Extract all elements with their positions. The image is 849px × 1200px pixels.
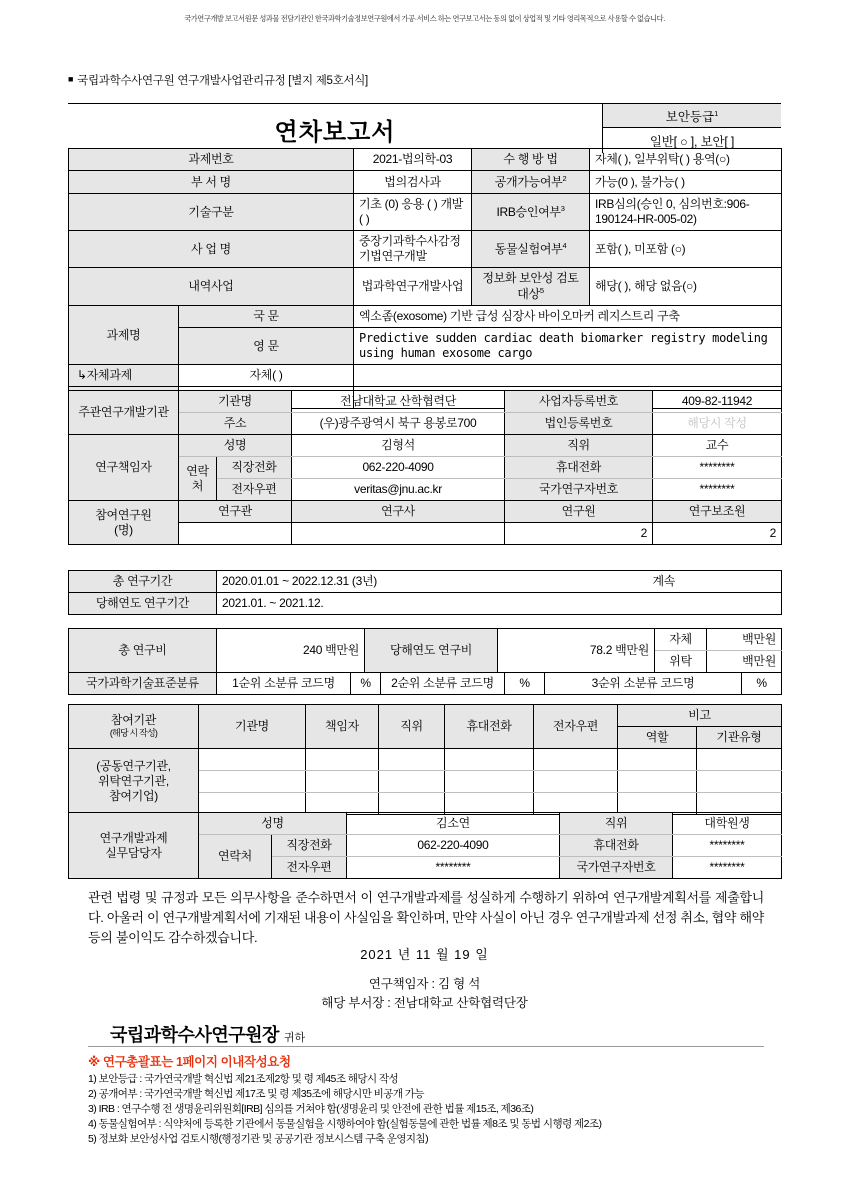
footnote-ref-2: 2 xyxy=(562,174,567,183)
address-label: 주소 xyxy=(179,413,292,435)
subprogram-label: 내역사업 xyxy=(69,268,354,306)
tech-value: 기초 (0) 응용 ( ) 개발( ) xyxy=(354,194,472,231)
table-row xyxy=(69,391,782,413)
parti-col-email: 전자우편 xyxy=(534,705,618,749)
parti-cell xyxy=(306,771,379,793)
parti-cell xyxy=(306,749,379,771)
classification-2-pct: % xyxy=(505,673,545,695)
table-row xyxy=(69,194,782,231)
parti-col-mobile: 휴대전화 xyxy=(445,705,534,749)
entrust-fund-unit: 백만원 xyxy=(707,651,782,673)
signature-pi: 연구책임자 : 김 형 석 xyxy=(368,977,481,991)
self-fund-label: 자체 xyxy=(655,629,707,651)
footnote-item-4: 4) 동물실험여부 : 식약처에 등록한 기관에서 동물실험을 시행하여야 함(실험동물에 관한 법률 제8조 및 동법 시행령 제2조) xyxy=(88,1117,602,1130)
staff-col-3: 연구보조원 xyxy=(653,501,782,523)
parti-remark-label: 비고 xyxy=(618,705,782,727)
kor-title-label: 국 문 xyxy=(179,306,354,328)
dept-label: 부 서 명 xyxy=(69,171,354,194)
footnote-item-5: 5) 정보화 보안성사업 검토시행(행정기관 및 공공기관 정보시스템 구축 운영지침) xyxy=(88,1132,429,1145)
manager-email-value: ******** xyxy=(347,857,560,879)
pi-email-label: 전자우편 xyxy=(217,479,292,501)
pi-name-label: 성명 xyxy=(179,435,292,457)
footnote-ref-4: 4 xyxy=(562,241,567,250)
classification-3-pct: % xyxy=(742,673,782,695)
parti-cell xyxy=(618,771,697,793)
parti-cell xyxy=(697,749,782,771)
table-row xyxy=(69,571,782,593)
security-grade-value: 일반[ ○ ], 보안[ ] xyxy=(649,135,735,149)
parti-col-position: 직위 xyxy=(379,705,445,749)
project-no-value: 2021-법의학-03 xyxy=(354,149,472,171)
manager-email-label: 전자우편 xyxy=(272,857,347,879)
current-period-label: 당해연도 연구기간 xyxy=(69,593,217,615)
pi-mobile-label: 휴대전화 xyxy=(505,457,653,479)
parti-types-label: (공동연구기관, 위탁연구기관, 참여기업) xyxy=(69,749,199,815)
staff-val-0 xyxy=(179,523,292,545)
staff-col-0: 연구관 xyxy=(179,501,292,523)
org-name-value: 전남대학교 산학협력단 xyxy=(292,391,505,413)
manager-name-label: 성명 xyxy=(199,813,347,835)
corp-no-value: 해당시 작성 xyxy=(653,413,782,435)
manager-position-value: 대학원생 xyxy=(673,813,782,835)
footnote-item-1: 1) 보안등급 : 국가연국개발 혁신법 제21조제2항 및 령 제45조 해당시 작성 xyxy=(88,1073,399,1085)
pi-office-value: 062-220-4090 xyxy=(292,457,505,479)
submission-date: 2021 년 11 월 19 일 xyxy=(360,947,489,962)
classification-1-pct: % xyxy=(351,673,381,695)
method-value: 자체( ), 일부위탁( ) 용역(○) xyxy=(590,149,782,171)
addressee-name: 국립과학수사연구원장 xyxy=(110,1025,279,1045)
org-name-label: 기관명 xyxy=(179,391,292,413)
participating-orgs-table xyxy=(68,704,782,815)
total-budget-value: 240 백만원 xyxy=(217,629,365,673)
classification-3: 3순위 소분류 코드명 xyxy=(545,673,742,695)
parti-cell xyxy=(445,749,534,771)
page-title: 연차보고서 xyxy=(274,119,396,146)
address-value: (우)광주광역시 북구 용봉로700 xyxy=(292,413,505,435)
manager-researcher-no-label: 국가연구자번호 xyxy=(560,857,673,879)
biz-no-value: 409-82-11942 xyxy=(653,391,782,413)
corp-no-label: 법인등록번호 xyxy=(505,413,653,435)
self-project-label: ↳자체과제 xyxy=(69,365,179,387)
parti-col-manager: 책임자 xyxy=(306,705,379,749)
table-row xyxy=(69,149,782,171)
table-row xyxy=(69,749,782,771)
table-row xyxy=(69,501,782,523)
parti-cell xyxy=(445,771,534,793)
staff-val-1 xyxy=(292,523,505,545)
classification-table xyxy=(68,672,782,695)
kor-title-value: 엑소좀(exosome) 기반 급성 심장사 바이오마커 레지스트리 구축 xyxy=(354,306,782,328)
manager-mobile-value: ******** xyxy=(673,835,782,857)
divider xyxy=(88,1046,764,1047)
organization-table xyxy=(68,390,782,545)
current-budget-label: 당해연도 연구비 xyxy=(365,629,498,673)
parti-cell xyxy=(534,771,618,793)
manager-office-label: 직장전화 xyxy=(272,835,347,857)
parti-cell xyxy=(199,771,306,793)
animal-value: 포함( ), 미포함 (○) xyxy=(590,231,782,268)
eng-title-label: 영 문 xyxy=(179,328,354,365)
table-row xyxy=(69,231,782,268)
footnotes xyxy=(88,1052,788,1147)
program-label: 사 업 명 xyxy=(69,231,354,268)
table-row xyxy=(69,629,782,651)
parti-cell xyxy=(199,749,306,771)
irb-value: IRB심의(승인 0, 심의번호:906-190124-HR-005-02) xyxy=(590,194,782,231)
security-grade-header: 보안등급$^1$ xyxy=(603,104,781,128)
self-project-value: 자체( ) xyxy=(179,365,354,387)
current-period-value: 2021.01. ~ 2021.12. xyxy=(217,593,782,615)
classification-2: 2순위 소분류 코드명 xyxy=(381,673,505,695)
declaration-text: 관련 법령 및 규정과 모든 의무사항을 준수하면서 이 연구개발과제를 성실하게 수행하기 위하여 연구개발계획서를 제출합니다. 아울러 이 연구개발계획서에 기재된 내용이 사실임을 확인하며, 만약 사실이 아닌 경우 연구개발과제 선정 취소, 협약 해약 등의 불이익도 감수하겠습니다. xyxy=(88,890,764,946)
table-row xyxy=(69,365,782,387)
parti-cell xyxy=(379,771,445,793)
total-period-value: 2020.01.01 ~ 2022.12.31 (3년) xyxy=(217,571,547,593)
manager-mobile-label: 휴대전화 xyxy=(560,835,673,857)
footnote-ref-3: 3 xyxy=(560,204,565,213)
parti-cell xyxy=(534,749,618,771)
table-row xyxy=(69,705,782,727)
addressee xyxy=(110,1021,305,1047)
table-row xyxy=(69,435,782,457)
pi-position-value: 교수 xyxy=(653,435,782,457)
host-org-label: 주관연구개발기관 xyxy=(69,391,179,435)
parti-cell xyxy=(379,749,445,771)
pi-label: 연구책임자 xyxy=(69,435,179,501)
pi-researcher-no-label: 국가연구자번호 xyxy=(505,479,653,501)
regulation-form-line xyxy=(68,72,368,88)
title-block xyxy=(68,103,781,153)
tech-label: 기술구분 xyxy=(69,194,354,231)
footnote-ref-5: 5 xyxy=(539,286,544,295)
dept-value: 법의검사과 xyxy=(354,171,472,194)
signature-dept-head: 해당 부서장 : 전남대학교 산학협력단장 xyxy=(321,995,528,1010)
budget-table xyxy=(68,628,782,673)
copyright-disclaimer: 국가연구개발 보고서원문 성과물 전담기관인 한국과학기술정보연구원에서 가공·서비스 하는 연구보고서는 동의 없이 상업적 및 기타 영리목적으로 사용할 수 없습니다. xyxy=(184,14,665,23)
entrust-fund-label: 위탁 xyxy=(655,651,707,673)
staff-label: 참여연구원 (명) xyxy=(69,501,179,545)
footnote-item-2: 2) 공개여부 : 국가연국개발 혁신법 제17조 및 령 제35조에 해당시만 비공개 가능 xyxy=(88,1087,424,1100)
signature-block xyxy=(0,975,849,1013)
manager-office-value: 062-220-4090 xyxy=(347,835,560,857)
staff-col-2: 연구원 xyxy=(505,501,653,523)
footnote-heading: ※ 연구총괄표는 1페이지 이내작성요청 xyxy=(88,1055,291,1069)
self-project-blank xyxy=(354,365,782,387)
manager-label: 연구개발과제 실무담당자 xyxy=(69,813,199,879)
irb-label: IRB승인여부$^3$ xyxy=(472,194,590,231)
biz-no-label: 사업자등록번호 xyxy=(505,391,653,413)
manager-researcher-no-value: ******** xyxy=(673,857,782,879)
bullet-square-icon: ■ xyxy=(68,74,74,84)
table-row xyxy=(69,171,782,194)
parti-remark-role: 역할 xyxy=(618,727,697,749)
addressee-honorific: 귀하 xyxy=(283,1032,306,1044)
staff-val-3: 2 xyxy=(653,523,782,545)
security-grade-box xyxy=(602,104,781,153)
total-period-note: 계속 xyxy=(547,571,782,593)
project-manager-table xyxy=(68,812,782,879)
open-label: 공개가능여부$^2$ xyxy=(472,171,590,194)
pi-mobile-value: ******** xyxy=(653,457,782,479)
pi-position-label: 직위 xyxy=(505,435,653,457)
staff-val-2: 2 xyxy=(505,523,653,545)
total-budget-label: 총 연구비 xyxy=(69,629,217,673)
parti-cell xyxy=(697,771,782,793)
animal-label: 동물실험여부$^4$ xyxy=(472,231,590,268)
infosec-value: 해당( ), 해당 없음(○) xyxy=(590,268,782,306)
footnote-item-3: 3) IRB : 연구수행 전 생명윤리위원회[IRB] 심의를 거쳐야 함(생명윤리 및 안전에 관한 법률 제15조, 제36조) xyxy=(88,1102,534,1115)
eng-title-value: Predictive sudden cardiac death biomarker registry modeling using human exosome cargo xyxy=(354,328,782,365)
table-row xyxy=(69,268,782,306)
parti-cell xyxy=(618,749,697,771)
table-row xyxy=(69,813,782,835)
manager-position-label: 직위 xyxy=(560,813,673,835)
self-fund-unit: 백만원 xyxy=(707,629,782,651)
project-no-label: 과제번호 xyxy=(69,149,354,171)
current-budget-value: 78.2 백만원 xyxy=(498,629,655,673)
pi-email-value: veritas@jnu.ac.kr xyxy=(292,479,505,501)
total-period-label: 총 연구기간 xyxy=(69,571,217,593)
projname-label: 과제명 xyxy=(69,306,179,365)
manager-contact-label: 연락처 xyxy=(199,835,272,879)
program-value: 중장기과학수사감정기법연구개발 xyxy=(354,231,472,268)
manager-name-value: 김소연 xyxy=(347,813,560,835)
table-row xyxy=(69,673,782,695)
participating-label: 참여기관 (해당 시 작성) xyxy=(69,705,199,749)
classification-1: 1순위 소분류 코드명 xyxy=(217,673,351,695)
infosec-label: 정보화 보안성 검토대상$^5$ xyxy=(472,268,590,306)
parti-col-name: 기관명 xyxy=(199,705,306,749)
open-value: 가능(0 ), 불가능( ) xyxy=(590,171,782,194)
classification-label: 국가과학기술표준분류 xyxy=(69,673,217,695)
method-label: 수 행 방 법 xyxy=(472,149,590,171)
pi-office-label: 직장전화 xyxy=(217,457,292,479)
pi-contact-label: 연락처 xyxy=(179,457,217,501)
staff-col-1: 연구사 xyxy=(292,501,505,523)
regulation-text: 국립과학수사연구원 연구개발사업관리규정 [별지 제5호서식] xyxy=(77,75,368,87)
subprogram-value: 법과학연구개발사업 xyxy=(354,268,472,306)
footnote-ref-1: 1 xyxy=(714,108,719,118)
pi-researcher-no-value: ******** xyxy=(653,479,782,501)
period-table xyxy=(68,570,782,615)
basic-info-table xyxy=(68,148,782,409)
table-row xyxy=(69,593,782,615)
parti-remark-type: 기관유형 xyxy=(697,727,782,749)
pi-name-value: 김형석 xyxy=(292,435,505,457)
table-row xyxy=(69,306,782,328)
